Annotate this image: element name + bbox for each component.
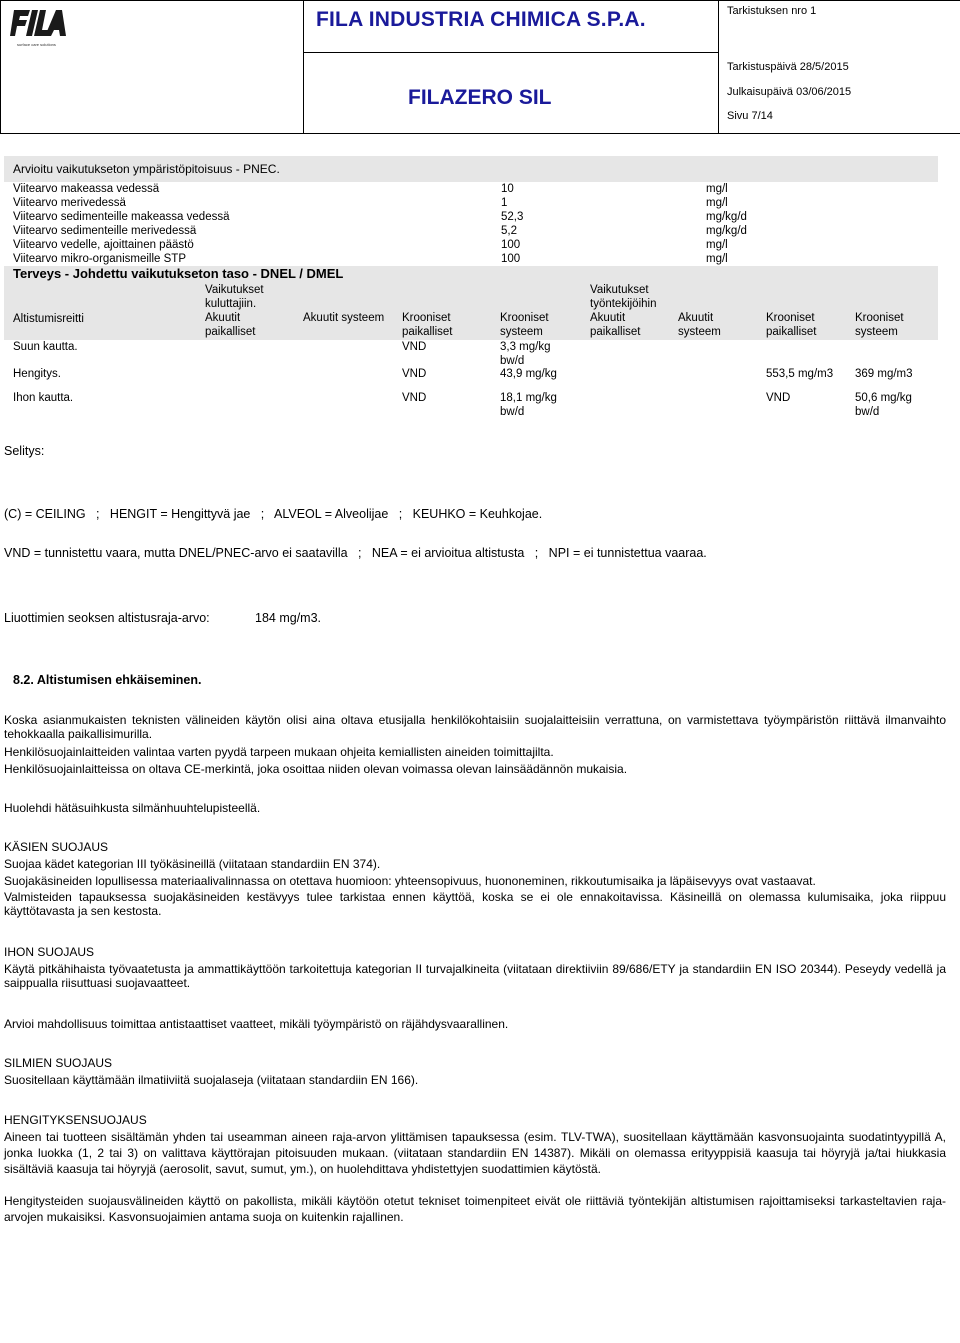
row-c-chronic-system: 18,1 mg/kg — [500, 392, 557, 404]
solvent-limit-label: Liuottimien seoksen altistusraja-arvo: — [4, 611, 210, 625]
header-border-bottom — [0, 133, 960, 134]
pnec-unit: mg/l — [706, 253, 728, 265]
row-w-chronic-system-2: bw/d — [855, 406, 880, 418]
hw-chronic-local-2: paikalliset — [766, 326, 817, 338]
pnec-label: Viitearvo mikro-organismeille STP — [13, 253, 186, 265]
legend-line-2: VND = tunnistettu vaara, mutta DNEL/PNEC-arvo ei saatavilla ; NEA = ei arvioitua altistusta ; NPI = ei tunnistettua vaaraa. — [4, 546, 707, 560]
pnec-unit: mg/l — [706, 197, 728, 209]
row-w-chronic-system: 50,6 mg/kg — [855, 392, 912, 404]
h-chronic-local: Krooniset — [402, 312, 451, 324]
pnec-title: Arvioitu vaikutukseton ympäristöpitoisuus - PNEC. — [13, 162, 280, 176]
h-chronic-system: Krooniset — [500, 312, 549, 324]
section-8-2-paragraph: Henkilösuojainlaitteissa on oltava CE-merkintä, joka osoittaa niiden olevan voimassa olevan lainsäädännön mukaisia. — [4, 762, 628, 776]
row-c-chronic-local: VND — [402, 368, 427, 380]
h-chronic-system-2: systeem — [500, 326, 543, 338]
pnec-value: 52,3 — [501, 211, 524, 223]
row-c-chronic-system: 3,3 mg/kg — [500, 341, 551, 353]
fila-logo — [10, 8, 62, 38]
logo-tagline: surface care solutions — [17, 42, 56, 47]
header-divider-2 — [718, 0, 719, 133]
product-name: FILAZERO SIL — [408, 86, 552, 109]
group-workers-2: työntekijöihin — [590, 298, 657, 310]
hw-acute-system: Akuutit — [678, 312, 714, 324]
h-chronic-local-2: paikalliset — [402, 326, 453, 338]
header-divider-1 — [303, 0, 304, 133]
h-acute-local: Akuutit — [205, 312, 241, 324]
row-w-chronic-system: 369 mg/m3 — [855, 368, 913, 380]
document-header — [0, 0, 960, 133]
header-border-left — [0, 0, 1, 133]
pnec-label: Viitearvo merivedessä — [13, 197, 126, 209]
row-w-chronic-local: VND — [766, 392, 791, 404]
section-8-2-paragraph: Koska asianmukaisten teknisten välineiden käytön olisi aina oltava etusijalla henkilökohtaisiin suojalaitteisiin verrattuna, on varmistettava työympäristön riittävä ilmanvaihto tehokkaalla paikallisimurilla. — [4, 713, 946, 741]
col-route: Altistumisreitti — [13, 313, 84, 325]
pnec-value: 100 — [501, 253, 521, 265]
hands-protection-text: Suojakäsineiden lopullisessa materiaalivalinnassa on otettava huomioon: yhteensopivuus, huononeminen, rikkoutumisaika ja läpäisevyys ovat vastaavat. — [4, 874, 816, 888]
solvent-limit-value: 184 mg/m3. — [255, 611, 322, 625]
hw-acute-system-2: systeem — [678, 326, 721, 338]
revision-date: Tarkistuspäivä 28/5/2015 — [727, 61, 849, 73]
hw-chronic-system-2: systeem — [855, 326, 898, 338]
group-workers: Vaikutukset — [590, 284, 649, 296]
hands-protection-title: KÄSIEN SUOJAUS — [4, 840, 109, 854]
dnel-title: Terveys - Johdettu vaikutukseton taso - DNEL / DMEL — [13, 266, 344, 281]
section-8-2-paragraph: Henkilösuojainlaitteiden valintaa varten pyydä tarpeen mukaan ohjeita kemiallisten aineiden toimittajilta. — [4, 745, 554, 759]
hw-acute-local: Akuutit — [590, 312, 626, 324]
pnec-value: 1 — [501, 197, 508, 209]
pnec-label: Viitearvo vedelle, ajoittainen päästö — [13, 239, 194, 251]
hw-acute-local-2: paikalliset — [590, 326, 641, 338]
row-route: Hengitys. — [13, 368, 61, 380]
pnec-unit: mg/l — [706, 183, 728, 195]
h-acute-local-2: paikalliset — [205, 326, 256, 338]
h-acute-system: Akuutit systeem — [303, 312, 385, 324]
eye-protection-text: Suositellaan käyttämään ilmatiiviitä suojalaseja (viitataan standardiin EN 166). — [4, 1073, 419, 1087]
section-8-2-heading: 8.2. Altistumisen ehkäiseminen. — [13, 673, 202, 687]
pnec-unit: mg/l — [706, 239, 728, 251]
hands-protection-text: Valmisteiden tapauksessa suojakäsineiden kestävyys tulee tarkistaa ennen käyttöä, koska se ei ole ennakoitavissa. Käsineillä on olemassa kulumisaika, joka riippuu käyttötavasta ja sen kestosta. — [4, 890, 946, 918]
row-c-chronic-system-2: bw/d — [500, 355, 525, 367]
pnec-label: Viitearvo sedimenteille merivedessä — [13, 225, 197, 237]
row-c-chronic-local: VND — [402, 392, 427, 404]
pnec-value: 5,2 — [501, 225, 517, 237]
pnec-title-bar — [4, 156, 938, 182]
hw-chronic-system: Krooniset — [855, 312, 904, 324]
row-route: Suun kautta. — [13, 341, 78, 353]
eye-protection-title: SILMIEN SUOJAUS — [4, 1056, 113, 1070]
respiratory-protection-text: Hengitysteiden suojausvälineiden käyttö on pakollista, mikäli käytöön otetut tekniset toimenpiteet eivät ole riittäviä työntekijän altistumisen rajoittamiseksi tarkasteltavien raja-arvojen mukaisiksi. Kasvonsuojaimien antama suoja on kuitenkin rajallinen. — [4, 1194, 946, 1224]
hw-chronic-local: Krooniset — [766, 312, 815, 324]
row-c-chronic-local: VND — [402, 341, 427, 353]
group-consumers: Vaikutukset — [205, 284, 264, 296]
respiratory-protection-text: Aineen tai tuotteen sisältämän yhden tai useamman aineen raja-arvon ylittämisen tapauksessa (esim. TLV-TWA), suositellaan käyttämään kasvonsuojainta suodatintyypillä A, jonka luokka (1, 2 tai 3) on valittava käyttörajan pitoisuuden mukaan. (viitataan standardiin EN 14387). Mikäli on olemassa erityyppisiä kaasuja tai höyryjä ja/tai hiukkasia sisältäviä kaasuja tai höyryjä (aerosolit, savut, sumut, ym.), on huolehdittava yhdistettyjen suodattimien käytöstä. — [4, 1130, 946, 1176]
row-c-chronic-system-2: bw/d — [500, 406, 525, 418]
row-c-chronic-system: 43,9 mg/kg — [500, 368, 557, 380]
legend-title: Selitys: — [4, 444, 45, 458]
pnec-unit: mg/kg/d — [706, 225, 747, 237]
pnec-unit: mg/kg/d — [706, 211, 747, 223]
pnec-value: 100 — [501, 239, 521, 251]
skin-protection-text: Käytä pitkähihaista työvaatetusta ja ammattikäyttöön tarkoitettuja kategorian II turvajalkineita (viitataan direktiiviin 89/686/ETY ja standardiin EN ISO 20344). Peseydy vedellä ja saippualla riisuttuasi suojavaatteet. — [4, 962, 946, 990]
revision-number: Tarkistuksen nro 1 — [727, 5, 817, 17]
pnec-label: Viitearvo sedimenteille makeassa vedessä — [13, 211, 230, 223]
group-consumers-2: kuluttajiin. — [205, 298, 257, 310]
respiratory-protection-title: HENGITYKSENSUOJAUS — [4, 1113, 147, 1127]
hands-protection-text: Suojaa kädet kategorian III työkäsineillä (viitataan standardiin EN 374). — [4, 857, 381, 871]
skin-protection-text: Arvioi mahdollisuus toimittaa antistaattiset vaatteet, mikäli työympäristö on räjähdysvaarallinen. — [4, 1017, 509, 1031]
company-name: FILA INDUSTRIA CHIMICA S.P.A. — [316, 8, 646, 31]
section-8-2-paragraph: Huolehdi hätäsuihkusta silmänhuuhtelupisteellä. — [4, 801, 261, 815]
legend-line-1: (C) = CEILING ; HENGIT = Hengittyvä jae ; ALVEOL = Alveolijae ; KEUHKO = Keuhkojae. — [4, 507, 543, 521]
pnec-value: 10 — [501, 183, 514, 195]
skin-protection-title: IHON SUOJAUS — [4, 945, 95, 959]
pnec-label: Viitearvo makeassa vedessä — [13, 183, 160, 195]
page-number: Sivu 7/14 — [727, 110, 773, 122]
row-w-chronic-local: 553,5 mg/m3 — [766, 368, 834, 380]
header-border-top — [0, 0, 960, 1]
publish-date: Julkaisupäivä 03/06/2015 — [727, 86, 852, 98]
header-divider-mid — [303, 52, 718, 53]
row-route: Ihon kautta. — [13, 392, 74, 404]
